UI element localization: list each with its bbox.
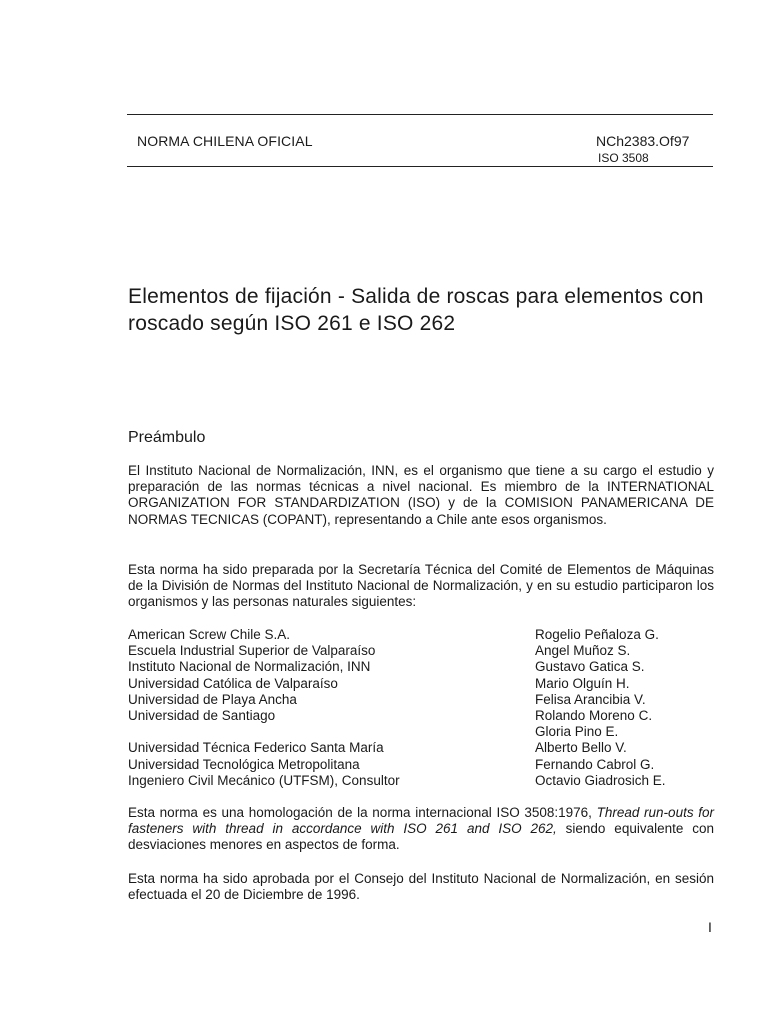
p3-iso-title: Thread run-outs for fasteners with thread in accordance with ISO 261 and ISO 262, — [128, 805, 714, 837]
preamble-paragraph-4: Esta norma ha sido aprobada por el Consejo del Instituto Nacional de Normalización, en sesión efectuada el 20 de Diciembre de 1996. — [128, 871, 714, 903]
participant-row — [128, 627, 714, 643]
preamble-heading: Preámbulo — [128, 429, 206, 446]
preamble-paragraph-1: El Instituto Nacional de Normalización, INN, es el organismo que tiene a su cargo el estudio y preparación de las normas técnicas a nivel nacional. Es miembro de la INTERNATIONAL ORGANIZATION FOR STANDARDIZATION (ISO) y de la COMISION PANAMERICANA DE NORMAS TECNICAS (COPANT), representando a Chile ante esos organismos. — [128, 463, 714, 527]
participant-row — [128, 676, 714, 692]
participant-organization: Universidad Católica de Valparaíso — [128, 675, 338, 691]
participant-person: Fernando Cabrol G. — [535, 756, 655, 772]
participant-organization: Universidad Tecnológica Metropolitana — [128, 756, 360, 772]
participant-row — [128, 692, 714, 708]
participant-person: Felisa Arancibia V. — [535, 691, 646, 707]
header-iso-code: ISO 3508 — [598, 151, 649, 165]
participant-person: Angel Muñoz S. — [535, 643, 631, 659]
header-standard-type: NORMA CHILENA OFICIAL — [137, 133, 313, 149]
participant-person: Rolando Moreno C. — [535, 707, 653, 723]
header-standard-code: NCh2383.Of97 — [596, 133, 690, 149]
participant-row — [128, 757, 714, 773]
participant-person: Octavio Giadrosich E. — [535, 772, 666, 788]
page-number: I — [708, 919, 712, 935]
participant-person: Gloria Pino E. — [535, 724, 619, 740]
participant-person: Rogelio Peñaloza G. — [535, 627, 659, 642]
participant-organization: Escuela Industrial Superior de Valparaíso — [128, 643, 376, 659]
participant-organization: American Screw Chile S.A. — [128, 627, 291, 642]
participant-row — [128, 659, 714, 675]
participant-row — [128, 708, 714, 724]
participant-organization: Universidad de Santiago — [128, 707, 276, 723]
preamble-paragraph-3 — [128, 805, 714, 854]
participant-organization: Ingeniero Civil Mecánico (UTFSM), Consultor — [128, 772, 400, 788]
participants-list — [128, 627, 714, 789]
preamble-paragraph-2: Esta norma ha sido preparada por la Secretaría Técnica del Comité de Elementos de Máquinas de la División de Normas del Instituto Nacional de Normalización, y en su estudio participaron los organismos y las personas naturales siguientes: — [128, 562, 714, 610]
participant-person: Alberto Bello V. — [535, 740, 627, 756]
participant-organization: Universidad Técnica Federico Santa María — [128, 740, 384, 756]
participant-person: Gustavo Gatica S. — [535, 659, 645, 675]
participant-row — [128, 724, 714, 740]
header-top-rule — [127, 114, 713, 115]
document-title: Elementos de fijación - Salida de roscas para elementos con roscado según ISO 261 e ISO 262 — [128, 285, 704, 335]
participant-row — [128, 773, 714, 789]
participant-row — [128, 643, 714, 659]
participant-organization: Instituto Nacional de Normalización, INN — [128, 659, 371, 675]
p3-text-start: Esta norma es una homologación de la norma internacional ISO 3508:1976, — [128, 805, 597, 820]
p3-text-end: siendo equivalente con desviaciones menores en aspectos de forma. — [128, 821, 715, 853]
participant-row — [128, 740, 714, 756]
participant-person: Mario Olguín H. — [535, 675, 630, 691]
participant-organization: Universidad de Playa Ancha — [128, 691, 297, 707]
header-bottom-rule — [127, 166, 713, 167]
